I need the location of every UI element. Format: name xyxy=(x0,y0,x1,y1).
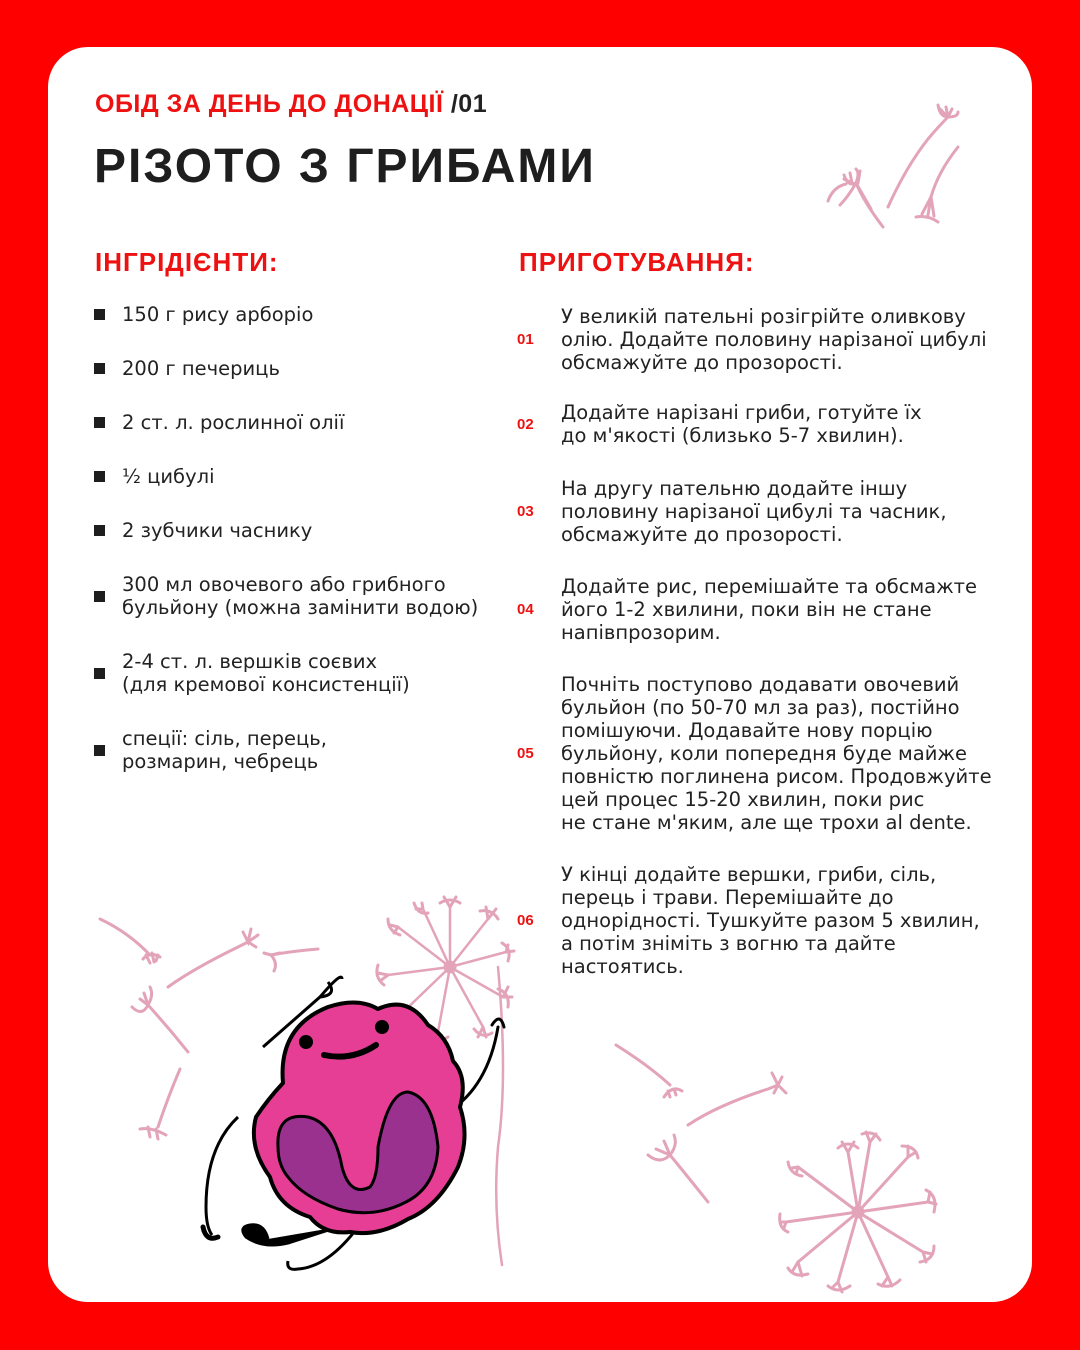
step-item xyxy=(517,305,1017,374)
dandelion-seeds-top-icon xyxy=(788,87,988,237)
ingredient-item xyxy=(92,303,512,326)
preparation-heading: ПРИГОТУВАННЯ: xyxy=(519,247,755,277)
ingredient-item xyxy=(92,357,512,380)
ingredient-text: спеції: сіль, перець, розмарин, чебрець xyxy=(122,727,327,773)
step-text: Почніть поступово додавати овочевий бульйон (по 50-70 мл за раз), постійно помішуючи. Додавайте нову порцію бульйону, коли попередня буде майже повністю поглинена рисом. Продовжуйте цей процес 15-20 хвилин, поки рис не стане м'яким, але ще трохи al dente. xyxy=(561,673,992,834)
ingredient-item xyxy=(92,727,512,773)
step-item xyxy=(517,401,1017,447)
step-number: 03 xyxy=(517,503,534,520)
step-text: У великій пательні розігрійте оливкову олію. Додайте половину нарізаної цибулі обсмажуйте до прозорості. xyxy=(561,305,987,374)
step-text: Додайте рис, перемішайте та обсмажте його 1-2 хвилини, поки він не стане напівпрозорим. xyxy=(561,575,978,644)
bullet-square-icon xyxy=(94,591,105,602)
ingredient-text: 2 зубчики часнику xyxy=(122,519,313,542)
recipe-card xyxy=(48,47,1032,1302)
ingredient-text: 200 г печериць xyxy=(122,357,280,380)
step-item xyxy=(517,863,1017,978)
bullet-square-icon xyxy=(94,668,105,679)
step-number: 05 xyxy=(517,745,534,762)
ingredient-text: 2-4 ст. л. вершків соєвих (для кремової консистенції) xyxy=(122,650,410,696)
series-kicker xyxy=(95,90,487,119)
step-item xyxy=(517,575,1017,644)
ingredient-item xyxy=(92,519,512,542)
ingredient-text: 300 мл овочевого або грибного бульйону (можна замінити водою) xyxy=(122,573,479,619)
step-number: 04 xyxy=(517,601,534,618)
ingredient-text: 2 ст. л. рослинної олії xyxy=(122,411,345,434)
ingredient-text: ½ цибулі xyxy=(122,465,215,488)
ingredient-text: 150 г рису арборіо xyxy=(122,303,314,326)
step-item xyxy=(517,477,1017,546)
step-item xyxy=(517,673,1017,834)
bullet-square-icon xyxy=(94,525,105,536)
ingredients-heading: ІНГРІДІЄНТИ: xyxy=(95,247,279,277)
step-text: У кінці додайте вершки, гриби, сіль, перець і трави. Перемішайте до однорідності. Тушкуйте разом 5 хвилин, а потім зніміть з вогню та дайте настоятись. xyxy=(561,863,980,978)
blob-character-icon xyxy=(203,977,504,1269)
step-number: 06 xyxy=(517,912,534,929)
bullet-square-icon xyxy=(94,471,105,482)
ingredient-item xyxy=(92,465,512,488)
bullet-square-icon xyxy=(94,417,105,428)
step-text: На другу пательню додайте іншу половину нарізаної цибулі та часник, обсмажуйте до прозорості. xyxy=(561,477,947,546)
bullet-square-icon xyxy=(94,745,105,756)
issue-number: /01 xyxy=(450,90,488,118)
series-title: ОБІД ЗА ДЕНЬ ДО ДОНАЦІЇ xyxy=(95,90,444,118)
step-number: 01 xyxy=(517,331,534,348)
ingredient-item xyxy=(92,650,512,696)
bullet-square-icon xyxy=(94,309,105,320)
character-illustration xyxy=(88,847,508,1267)
ingredient-item xyxy=(92,573,512,619)
ingredient-item xyxy=(92,411,512,434)
bullet-square-icon xyxy=(94,363,105,374)
recipe-title: РІЗОТО З ГРИБАМИ xyxy=(94,140,596,193)
dandelion-flower-icon xyxy=(778,1122,958,1292)
step-text: Додайте нарізані гриби, готуйте їх до м'якості (близько 5-7 хвилин). xyxy=(561,401,922,447)
step-number: 02 xyxy=(517,415,534,433)
